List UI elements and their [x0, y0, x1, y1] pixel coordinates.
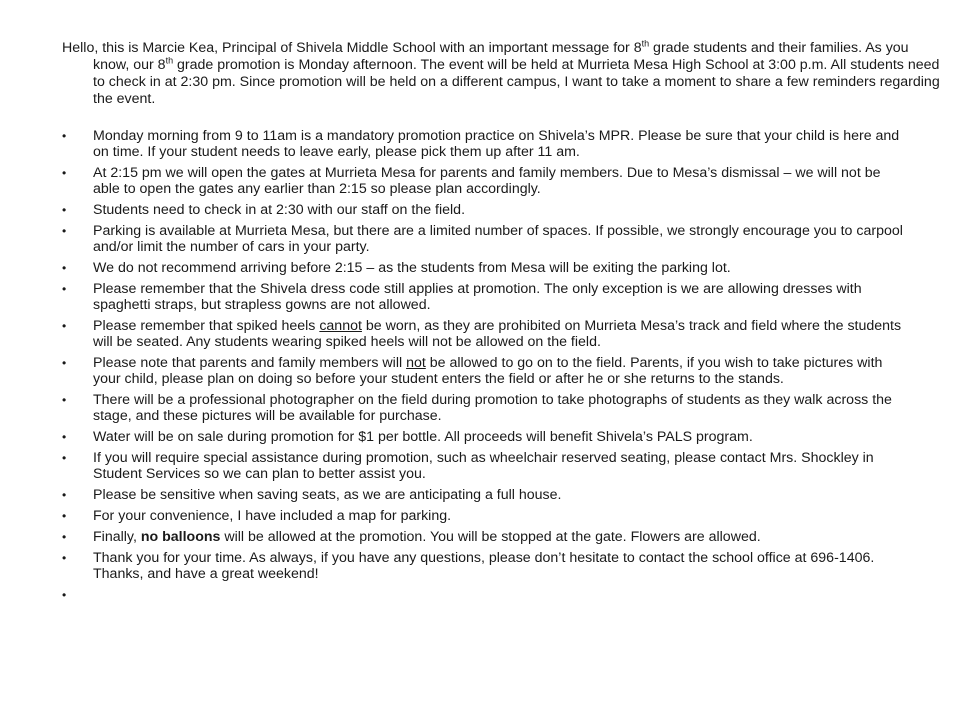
bullet-icon: • — [62, 488, 67, 502]
underlined-emphasis: not — [406, 355, 426, 371]
bullet-icon: • — [62, 282, 67, 296]
list-item — [62, 355, 910, 387]
list-item-text: At 2:15 pm we will open the gates at Murrieta Mesa for parents and family members. Due to Mesa’s dismissal – we will not be able to open the gates any earlier than 2:15 so please plan accordingly. — [93, 165, 881, 197]
list-item — [62, 508, 910, 524]
intro-superscript-1: th — [641, 38, 650, 49]
list-item-text-before: Finally, — [93, 529, 141, 545]
list-item-text: Parking is available at Murrieta Mesa, but there are a limited number of spaces. If possible, we strongly encourage you to carpool and/or limit the number of cars in your party. — [93, 223, 903, 255]
list-item — [62, 550, 910, 582]
bullet-icon: • — [62, 430, 67, 444]
bullet-icon: • — [62, 393, 67, 407]
bullet-icon: • — [62, 588, 67, 602]
bold-emphasis: no balloons — [140, 529, 221, 545]
bullet-icon: • — [62, 129, 67, 143]
bullet-icon: • — [62, 203, 67, 217]
list-item — [62, 202, 910, 218]
list-item-text: Students need to check in at 2:30 with our staff on the field. — [93, 202, 466, 218]
list-item-text-before: Please remember that spiked heels — [93, 318, 320, 334]
bullet-icon: • — [62, 451, 67, 465]
list-item-text: There will be a professional photographer on the field during promotion to take photographs of students as they walk across the stage, and these pictures will be available for purchase. — [93, 392, 892, 424]
intro-text-1: Hello, this is Marcie Kea, Principal of Shivela Middle School with an important message for 8 — [62, 40, 642, 56]
list-item-text: Thank you for your time. As always, if you have any questions, please don’t hesitate to contact the school office at 696-1406. Thanks, and have a great weekend! — [93, 550, 875, 582]
list-item — [62, 392, 910, 424]
list-item — [62, 487, 910, 503]
intro-superscript-2: th — [165, 55, 174, 66]
intro-text-2: grade students and their families. As you know, our 8 — [93, 40, 909, 73]
underlined-emphasis: cannot — [319, 318, 362, 334]
list-item-text: Water will be on sale during promotion for $1 per bottle. All proceeds will benefit Shivela’s PALS program. — [93, 429, 753, 445]
list-item-text-after: will be allowed at the promotion. You will be stopped at the gate. Flowers are allowed. — [220, 529, 761, 545]
bullet-icon: • — [62, 319, 67, 333]
list-item — [62, 260, 910, 276]
list-item — [62, 429, 910, 445]
bullet-icon: • — [62, 509, 67, 523]
list-item — [62, 450, 910, 482]
list-item-text-before: Please note that parents and family members will — [93, 355, 407, 371]
intro-paragraph — [62, 40, 941, 108]
list-item — [62, 165, 910, 197]
bullet-icon: • — [62, 551, 67, 565]
list-item-text: Please be sensitive when saving seats, as we are anticipating a full house. — [93, 487, 562, 503]
list-item-text: If you will require special assistance during promotion, such as wheelchair reserved seating, please contact Mrs. Shockley in Student Services so we can plan to better assist you. — [93, 450, 874, 482]
list-item-text: Please remember that the Shivela dress code still applies at promotion. The only exception is we are allowing dresses with spaghetti straps, but strapless gowns are not allowed. — [93, 281, 862, 313]
list-item-text-after: be worn, as they are prohibited on Murrieta Mesa’s track and field where the students will be seated. Any students wearing spiked heels will not be allowed on the field. — [93, 318, 902, 350]
list-item — [62, 223, 910, 255]
reminder-list — [62, 128, 910, 602]
list-item — [62, 318, 910, 350]
list-item — [62, 128, 910, 160]
bullet-icon: • — [62, 356, 67, 370]
list-item-text-after: be allowed to go on to the field. Parents, if you wish to take pictures with your child, please plan on doing so before your student enters the field or after he or she returns to the stands. — [93, 355, 883, 387]
list-item-text: Monday morning from 9 to 11am is a mandatory promotion practice on Shivela’s MPR. Please be sure that your child is here and on time. If your student needs to leave early, please pick them up after 11 am. — [93, 128, 900, 160]
list-item-text: For your convenience, I have included a map for parking. — [93, 508, 452, 524]
bullet-icon: • — [62, 166, 67, 180]
bullet-icon: • — [62, 261, 67, 275]
intro-text-3: grade promotion is Monday afternoon. The event will be held at Murrieta Mesa High School at 3:00 p.m. All students need to check in at 2:30 pm. Since promotion will be held on a different campus, I want to take a moment to share a few reminders regarding the event. — [93, 57, 940, 107]
bullet-icon: • — [62, 530, 67, 544]
list-item-text: We do not recommend arriving before 2:15 – as the students from Mesa will be exiting the parking lot. — [93, 260, 731, 276]
list-item — [62, 281, 910, 313]
bullet-icon: • — [62, 224, 67, 238]
list-item — [62, 529, 910, 545]
